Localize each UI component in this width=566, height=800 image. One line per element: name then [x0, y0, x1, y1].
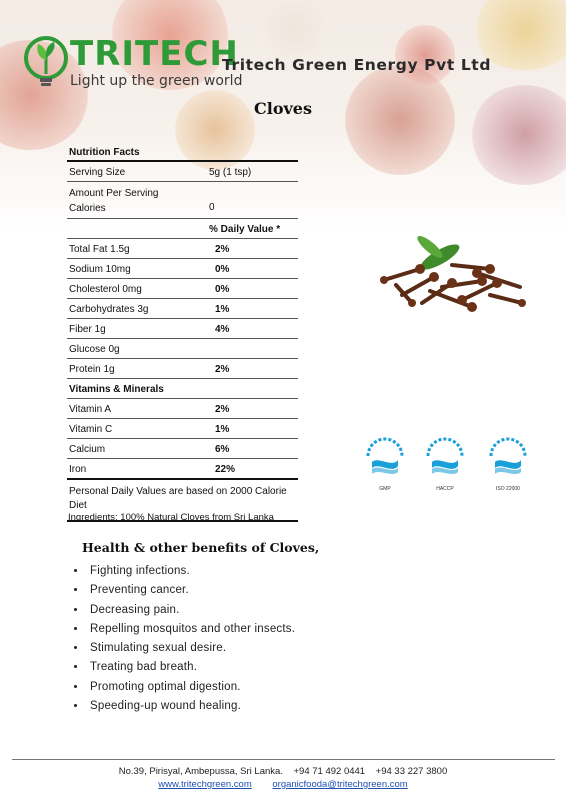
bullet-icon [74, 665, 77, 668]
benefit-text: Fighting infections. [90, 565, 190, 577]
calories-row [67, 182, 298, 219]
calories-value: 0 [209, 202, 215, 213]
iso-badge-label: ISO 22000 [496, 486, 520, 492]
nutrient-row [67, 299, 298, 319]
nutrient-daily-value: 0% [215, 264, 230, 275]
bullet-icon [74, 704, 77, 707]
benefit-text: Promoting optimal digestion. [90, 680, 241, 693]
benefit-text: Stimulating sexual desire. [90, 642, 227, 655]
vitamin-daily-value: 2% [215, 404, 230, 415]
benefit-item [68, 582, 295, 601]
nutrient-daily-value: 0% [215, 284, 230, 295]
brand-name: TRITECH [70, 34, 239, 74]
benefit-item [68, 621, 295, 640]
daily-value-header-row [67, 219, 298, 239]
benefit-text: Speeding-up wound healing. [90, 700, 241, 713]
nutrition-facts-table [67, 145, 298, 522]
footer-links [0, 779, 566, 791]
nutrient-row [67, 319, 298, 339]
benefit-text: Decreasing pain. [90, 603, 180, 616]
vitamin-row [67, 419, 298, 439]
control-union-gmp-icon [358, 432, 412, 486]
nutrient-row [67, 359, 298, 379]
nutrient-daily-value: 2% [215, 244, 230, 255]
vitamin-row [67, 459, 298, 480]
ingredients-text: Ingredients: 100% Natural Cloves from Sri Lanka [68, 512, 274, 523]
website-link[interactable]: www.tritechgreen.com [158, 779, 252, 790]
serving-size-label: Serving Size [69, 167, 126, 178]
benefit-item [68, 698, 295, 717]
bullet-icon [74, 627, 77, 630]
nutrient-row [67, 259, 298, 279]
benefits-title: Health & other benefits of Cloves, [82, 540, 320, 555]
benefit-item [68, 563, 295, 582]
nutrient-row [67, 239, 298, 259]
daily-values-footnote: Personal Daily Values are based on 2000 Calorie Diet [67, 480, 298, 522]
nutrient-label: Carbohydrates 3g [69, 304, 149, 315]
tritech-logo-icon [22, 34, 72, 94]
benefit-item [68, 679, 295, 698]
vitamin-row [67, 439, 298, 459]
nutrient-label: Sodium 10mg [69, 264, 131, 275]
nutrient-daily-value: 1% [215, 304, 230, 315]
vitamin-label: Vitamin C [69, 424, 113, 435]
nutrition-title: Nutrition Facts [67, 145, 298, 162]
nutrient-label: Total Fat 1.5g [69, 244, 130, 255]
vitamin-daily-value: 1% [215, 424, 230, 435]
iso22000-certification-badge [481, 432, 535, 494]
cloves-photo [372, 225, 532, 320]
footer-address: No.39, Pirisyal, Ambepussa, Sri Lanka. +94 71 492 0441 +94 33 227 3800 [118, 766, 448, 777]
nutrient-row [67, 339, 298, 359]
nutrient-label: Glucose 0g [69, 344, 120, 355]
nutrient-label: Cholesterol 0mg [69, 284, 142, 295]
vitamin-label: Vitamin A [69, 404, 112, 415]
benefit-item [68, 659, 295, 678]
vitamins-header: Vitamins & Minerals [69, 384, 164, 395]
gmp-certification-badge [358, 432, 412, 494]
benefit-text: Repelling mosquitos and other insects. [90, 622, 296, 635]
nutrient-daily-value: 4% [215, 324, 230, 335]
benefit-item [68, 640, 295, 659]
gmp-badge-label: GMP [379, 486, 391, 492]
bullet-icon [74, 646, 77, 649]
vitamins-header-row [67, 379, 298, 399]
serving-size-value: 5g (1 tsp) [209, 167, 252, 178]
haccp-certification-badge [418, 432, 472, 494]
benefit-item [68, 602, 295, 621]
control-union-iso-icon [481, 432, 535, 486]
bullet-icon [74, 569, 77, 572]
product-title: Cloves [254, 99, 312, 118]
footer-divider [12, 759, 555, 760]
nutrient-label: Fiber 1g [69, 324, 106, 335]
nutrient-row [67, 279, 298, 299]
vitamin-label: Iron [69, 464, 87, 475]
nutrient-daily-value: 2% [215, 364, 230, 375]
email-link[interactable]: organicfooda@tritechgreen.com [272, 779, 408, 790]
company-name: Tritech Green Energy Pvt Ltd [222, 56, 492, 74]
benefit-text: Preventing cancer. [90, 584, 189, 597]
brand-tagline: Light up the green world [70, 73, 243, 89]
benefit-text: Treating bad breath. [90, 661, 198, 674]
haccp-badge-label: HACCP [436, 486, 454, 492]
amount-per-serving-label: Amount Per Serving Calories [69, 188, 159, 214]
nutrient-label: Protein 1g [69, 364, 115, 375]
daily-value-header: % Daily Value * [209, 224, 281, 235]
bullet-icon [74, 608, 77, 611]
bullet-icon [74, 685, 77, 688]
benefits-list [68, 563, 295, 717]
control-union-haccp-icon [418, 432, 472, 486]
vitamin-daily-value: 22% [215, 464, 236, 475]
serving-size-row [67, 162, 298, 182]
bullet-icon [74, 588, 77, 591]
vitamin-row [67, 399, 298, 419]
vitamin-label: Calcium [69, 444, 106, 455]
vitamin-daily-value: 6% [215, 444, 230, 455]
